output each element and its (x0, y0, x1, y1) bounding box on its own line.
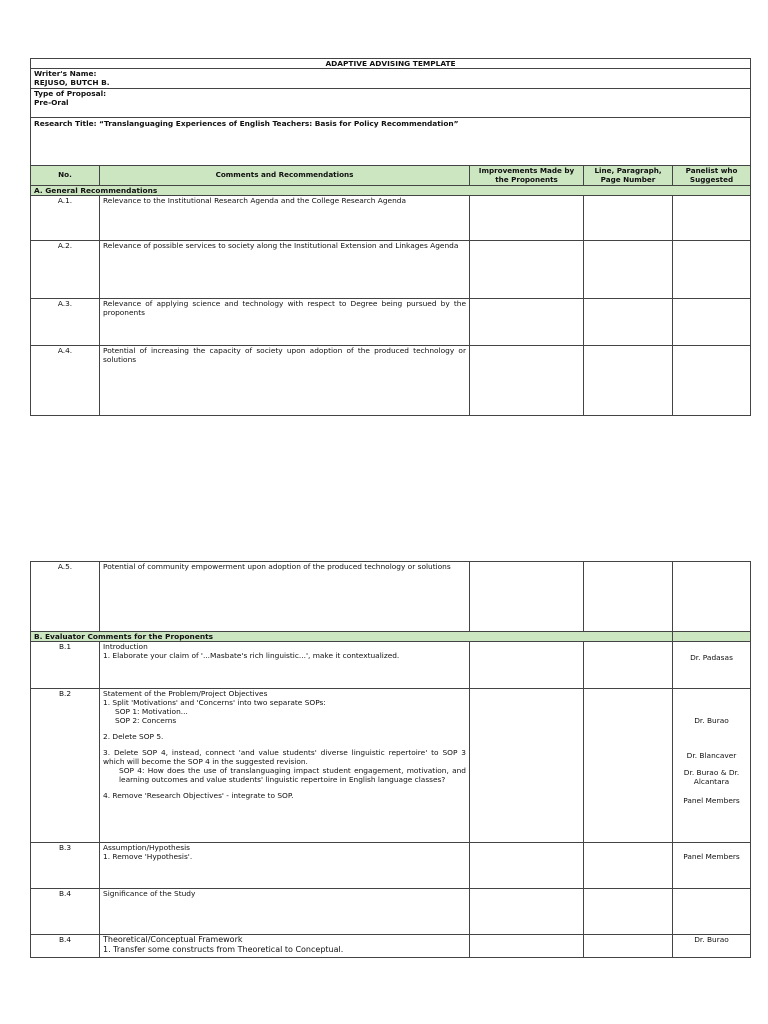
header-panelist: Panelist who Suggested (673, 166, 751, 186)
panelist-name: Dr. Burao (694, 716, 729, 725)
row-text: Relevance of possible services to society along the Institutional Extension and Linkages Agenda (100, 241, 470, 299)
comment-item: 4. Remove 'Research Objectives' - integrate to SOP. (103, 791, 294, 800)
table-row (31, 241, 751, 299)
table-row (31, 346, 751, 416)
line-cell (584, 935, 673, 958)
line-cell (584, 299, 673, 346)
panelist-cell (673, 241, 751, 299)
comment-item: 3. Delete SOP 4, instead, connect 'and value students' diverse linguistic repertoire' to SOP 3 which will become the SOP 4 in the suggested revision. (103, 748, 466, 766)
line-cell (584, 241, 673, 299)
writer-info (31, 69, 751, 89)
row-text: Potential of community empowerment upon adoption of the produced technology or solutions (100, 562, 470, 632)
comment-item: 2. Delete SOP 5. (103, 732, 164, 741)
improvements-cell (470, 196, 584, 241)
row-no: B.1 (31, 642, 100, 689)
row-text: Relevance to the Institutional Research Agenda and the College Research Agenda (100, 196, 470, 241)
improvements-cell (470, 346, 584, 416)
row-no: A.5. (31, 562, 100, 632)
row-title: Assumption/Hypothesis (103, 843, 191, 852)
improvements-cell (470, 562, 584, 632)
improvements-cell (470, 299, 584, 346)
row-no: B.2 (31, 689, 100, 843)
section-a-title: A. General Recommendations (31, 186, 751, 196)
table-row (31, 889, 751, 935)
improvements-cell (470, 935, 584, 958)
panelist-cell (673, 689, 751, 843)
table-row (31, 196, 751, 241)
row-title: Statement of the Problem/Project Objectives (103, 689, 268, 698)
line-cell (584, 346, 673, 416)
row-no: B.4 (31, 935, 100, 958)
comment-item: 1. Transfer some constructs from Theoretical to Conceptual. (103, 945, 344, 954)
advising-table-page2 (30, 561, 750, 958)
row-title: Significance of the Study (103, 889, 196, 898)
row-no: B.4 (31, 889, 100, 935)
comment-item: 1. Elaborate your claim of '...Masbate's rich linguistic...', make it contextualized. (103, 651, 400, 660)
line-cell (584, 642, 673, 689)
line-cell (584, 562, 673, 632)
panelist-name: Dr. Blancaver (686, 751, 737, 760)
proposal-info (31, 89, 751, 118)
comment-subitem: SOP 1: Motivation... (115, 707, 188, 716)
row-no: A.1. (31, 196, 100, 241)
row-text (100, 843, 470, 889)
table-row (31, 642, 751, 689)
row-text (100, 935, 470, 958)
panelist-cell (673, 196, 751, 241)
proposal-label: Type of Proposal: (34, 89, 107, 98)
row-title: Introduction (103, 642, 148, 651)
header-line: Line, Paragraph, Page Number (584, 166, 673, 186)
improvements-cell (470, 889, 584, 935)
row-text (100, 889, 470, 935)
comment-item: 1. Remove 'Hypothesis'. (103, 852, 193, 861)
panelist-cell: Dr. Burao (673, 935, 751, 958)
row-text: Relevance of applying science and technology with respect to Degree being pursued by the proponents (100, 299, 470, 346)
table-row (31, 689, 751, 843)
improvements-cell (470, 241, 584, 299)
line-cell (584, 689, 673, 843)
panelist-name: Dr. Burao & Dr. Alcantara (683, 768, 740, 786)
line-cell (584, 196, 673, 241)
section-b-spacer (673, 632, 751, 642)
panelist-cell (673, 346, 751, 416)
research-title: Research Title: “Translanguaging Experiences of English Teachers: Basis for Policy Recommendation” (31, 118, 751, 166)
row-text (100, 642, 470, 689)
table-row (31, 843, 751, 889)
comment-subitem: SOP 2: Concerns (115, 716, 177, 725)
proposal-type: Pre-Oral (34, 98, 69, 107)
header-improvements: Improvements Made by the Proponents (470, 166, 584, 186)
writer-label: Writer's Name: (34, 69, 97, 78)
panelist-cell: Panel Members (673, 843, 751, 889)
row-no: A.2. (31, 241, 100, 299)
row-text (100, 689, 470, 843)
advising-table-page1 (30, 58, 750, 416)
row-no: A.3. (31, 299, 100, 346)
row-no: A.4. (31, 346, 100, 416)
table-row (31, 935, 751, 958)
panelist-cell (673, 562, 751, 632)
panelist-cell: Dr. Padasas (673, 642, 751, 689)
improvements-cell (470, 843, 584, 889)
section-b-title: B. Evaluator Comments for the Proponents (31, 632, 673, 642)
row-title: Theoretical/Conceptual Framework (103, 935, 243, 944)
table-row (31, 562, 751, 632)
header-no: No. (31, 166, 100, 186)
table-row (31, 299, 751, 346)
template-title: ADAPTIVE ADVISING TEMPLATE (31, 59, 751, 69)
improvements-cell (470, 689, 584, 843)
panelist-name: Panel Members (683, 796, 740, 805)
improvements-cell (470, 642, 584, 689)
row-no: B.3 (31, 843, 100, 889)
row-text: Potential of increasing the capacity of society upon adoption of the produced technology or solutions (100, 346, 470, 416)
header-comments: Comments and Recommendations (100, 166, 470, 186)
panelist-cell (673, 889, 751, 935)
line-cell (584, 889, 673, 935)
comment-subitem: SOP 4: How does the use of translanguaging impact student engagement, motivation, and learning outcomes and value students' linguistic repertoire in English language classes? (119, 766, 466, 784)
comment-item: 1. Split 'Motivations' and 'Concerns' into two separate SOPs: (103, 698, 326, 707)
writer-name: REJUSO, BUTCH B. (34, 78, 110, 87)
line-cell (584, 843, 673, 889)
panelist-cell (673, 299, 751, 346)
